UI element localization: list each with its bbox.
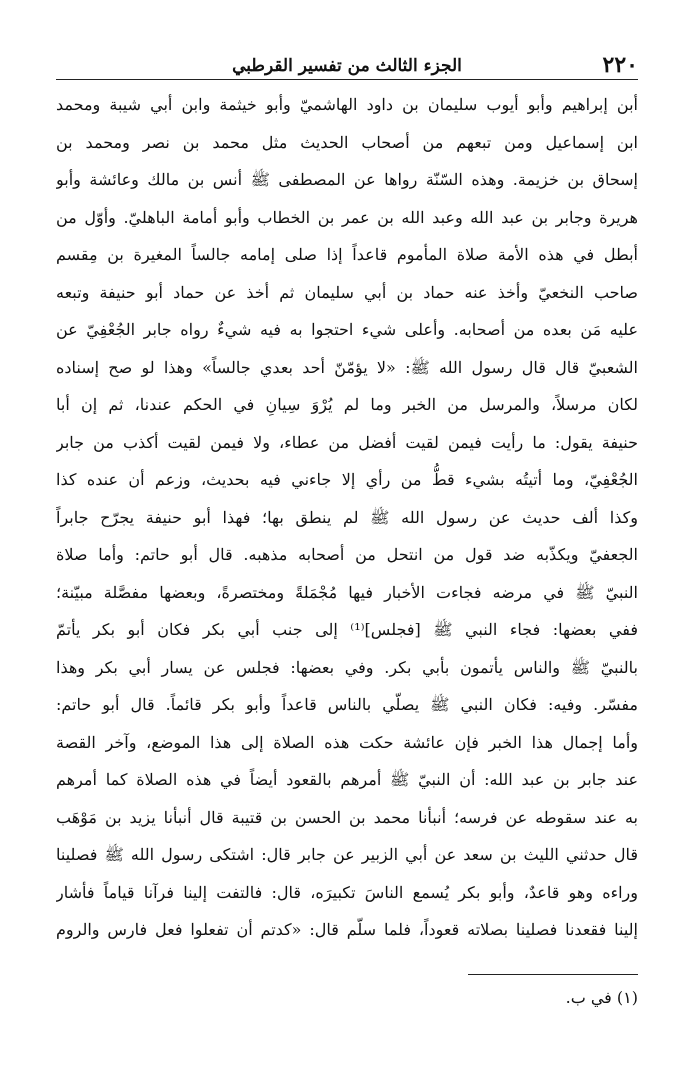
footnote-divider	[468, 974, 638, 975]
body-text	[56, 86, 638, 949]
text-line: مفسّر. وفيه: فكان النبي ﷺ يصلّي بالناس قاعداً وأبو بكر قائماً. قال أبو حاتم:	[56, 695, 638, 714]
running-title: الجزء الثالث من تفسير القرطبي	[232, 56, 462, 76]
page-number: ٢٢٠	[602, 52, 638, 78]
text-line: لكان مرسلاً، والمرسل من الخبر وما لم يُرْوَ سِيانِ في الحكم عندنا، ثم إن أبا	[56, 395, 638, 414]
text-line: ففي بعضها: فجاء النبي ﷺ [فجلس]⁽¹⁾ إلى جنب أبي بكر فكان أبو بكر يأتمّ	[56, 620, 638, 639]
text-line: الجُعْفِيّ، وما أتيتُه بشيء قطُّ من رأي إلا جاءني فيه بحديث، وزعم أن عنده كذا	[56, 470, 638, 489]
text-line: وراءه وهو قاعدٌ، وأبو بكر يُسمع الناسَ تكبيرَه، قال: فالتفت إلينا فرآنا قياماً فأشار	[56, 882, 638, 902]
text-line: الجعفيّ ويكذّبه ضد قول من انتحل من أصحابه مذهبه. قال أبو حاتم: وأما صلاة	[56, 545, 638, 564]
text-line: أبن إبراهيم وأبو أيوب سليمان بن داود الهاشميّ وأبو خيثمة وابن أبي شيبة ومحمد	[56, 95, 638, 114]
text-line: الشعبيّ قال قال رسول الله ﷺ: «لا يؤمّنّ أحد بعدي جالساً» وهذا لو صح إسناده	[56, 357, 638, 377]
text-line: به عند سقوطه عن فرسه؛ أنبأنا محمد بن الحسن بن قتيبة قال أنبأنا يزيد بن مَوْهَب	[56, 807, 638, 827]
text-line: قال حدثني الليث بن سعد عن أبي الزبير عن جابر قال: اشتكى رسول الله ﷺ فصلينا	[56, 845, 638, 864]
page-header	[56, 52, 638, 86]
text-line: أبطل في هذه الأمة صلاة المأموم قاعداً إذا صلى إمامه جالساً المغيرة بن مِقسم	[56, 245, 638, 264]
text-line: النبيّ ﷺ في مرضه فجاءت الأخبار فيها مُجْمَلةً ومختصرةً، وبعضها مفصَّلة مبيّنة؛	[56, 582, 638, 602]
footnote: (١) في ب.	[565, 988, 638, 1007]
text-line: ابن إسماعيل ومن تبعهم من أصحاب الحديث مثل محمد بن نصر ومحمد بن	[56, 132, 638, 152]
text-line: حنيفة يقول: ما رأيت فيمن لقيت أفضل من عطاء، ولا فيمن لقيت أكذب من جابر	[56, 432, 638, 452]
text-line: عند جابر بن عبد الله: أن النبيّ ﷺ أمرهم بالقعود أيضاً في هذه الصلاة كما أمرهم	[56, 770, 638, 789]
text-line: إسحاق بن خزيمة. وهذه السّنّة رواها عن المصطفى ﷺ أنس بن مالك وعائشة وأبو	[56, 170, 638, 189]
text-line: صاحب النخعيّ وأخذ عنه حماد بن أبي سليمان ثم أخذ عن حماد أبو حنيفة وتبعه	[56, 282, 638, 302]
text-line: بالنبيّ ﷺ والناس يأتمون بأبي بكر. وفي بعضها: فجلس عن يسار أبي بكر وهذا	[56, 657, 638, 677]
header-divider	[56, 79, 638, 80]
text-line: وأما إجمال هذا الخبر فإن عائشة حكت هذه الصلاة إلى هذا الموضع، وآخر القصة	[56, 732, 638, 752]
text-line: هريرة وجابر بن عبد الله وعبد الله بن عمر بن الخطاب وأبو أمامة الباهليّ. وأوّل من	[56, 207, 638, 227]
text-line: عليه مَن بعده من أصحابه. وأعلى شيء احتجوا به فيه شيءٌ رواه جابر الجُعْفِيّ عن	[56, 320, 638, 339]
text-line: إلينا فقعدنا فصلينا بصلاته قعوداً، فلما سلّم قال: «كدتم أن تفعلوا فعل فارس والروم	[56, 920, 638, 939]
text-line: وكذا ألف حديث عن رسول الله ﷺ لم ينطق بها؛ فهذا أبو حنيفة يجرّح جابراً	[56, 507, 638, 527]
